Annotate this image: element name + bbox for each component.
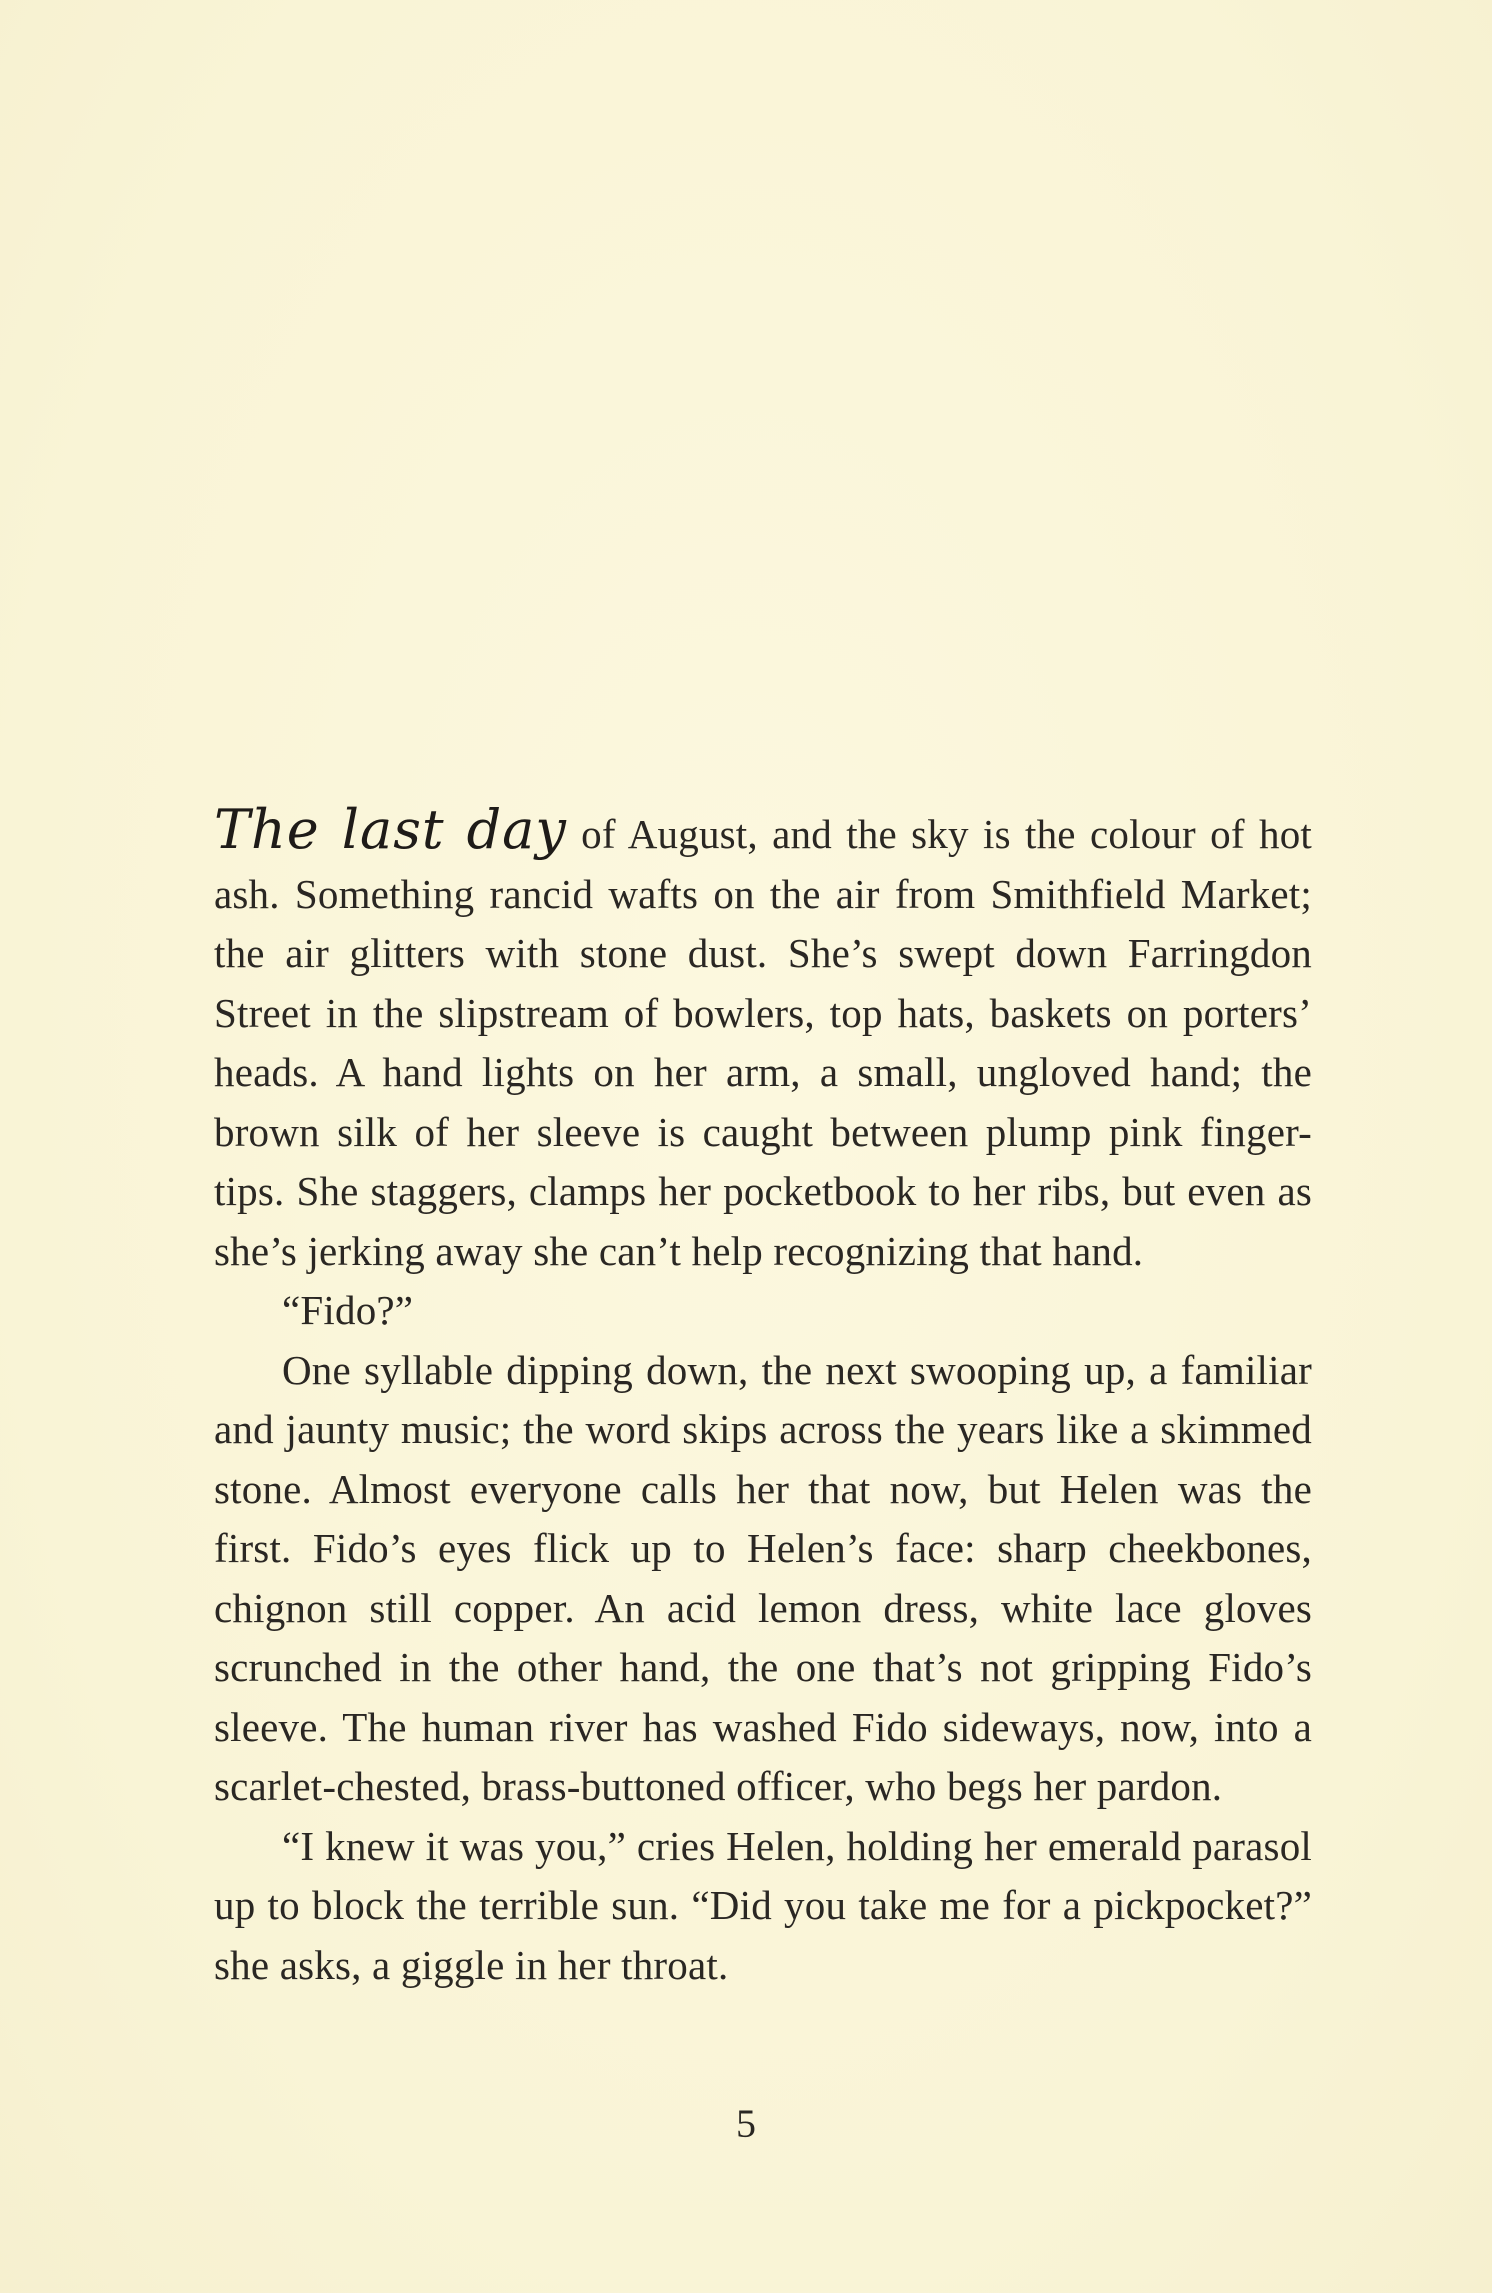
paragraph-2: “Fido?” xyxy=(282,1287,414,1333)
paragraph-1 xyxy=(214,800,1312,1281)
page-number: 5 xyxy=(736,2101,756,2146)
body-text xyxy=(214,800,1312,1995)
paragraph-3: One syllable dipping down, the next swooping up, a familiar and jaunty music; the word skips across the years like a skimmed stone. Almost everyone calls her that now, but Helen was the first. Fido’s eyes flick up to Helen’s face: sharp cheekbones, chignon still copper. An acid lemon dress, white lace gloves scrunched in the other hand, the one that’s not gripping Fido’s sleeve. The human river has washed Fido sideways, now, into a scarlet-chested, brass-buttoned officer, who begs her pardon. xyxy=(214,1346,1312,1809)
paragraph-1-text: of August, and the sky is the colour of hot ash. Something rancid wafts on the air from Smithfield Market; the air glitters with stone dust. She’s swept down Farringdon Street in the slipstream of bowlers, top hats, baskets on porters’ heads. A hand lights on her arm, a small, ungloved hand; the brown silk of her sleeve is caught between plump pink finger-tips. She staggers, clamps her pocketbook to her ribs, but even as she’s jerking away she can’t help recognizing that hand. xyxy=(214,811,1313,1274)
paragraph-4: “I knew it was you,” cries Helen, holding her emerald parasol up to block the terrible sun. “Did you take me for a pickpocket?” she asks, a giggle in her throat. xyxy=(214,1822,1312,1988)
opening-phrase: The last day xyxy=(214,798,567,861)
